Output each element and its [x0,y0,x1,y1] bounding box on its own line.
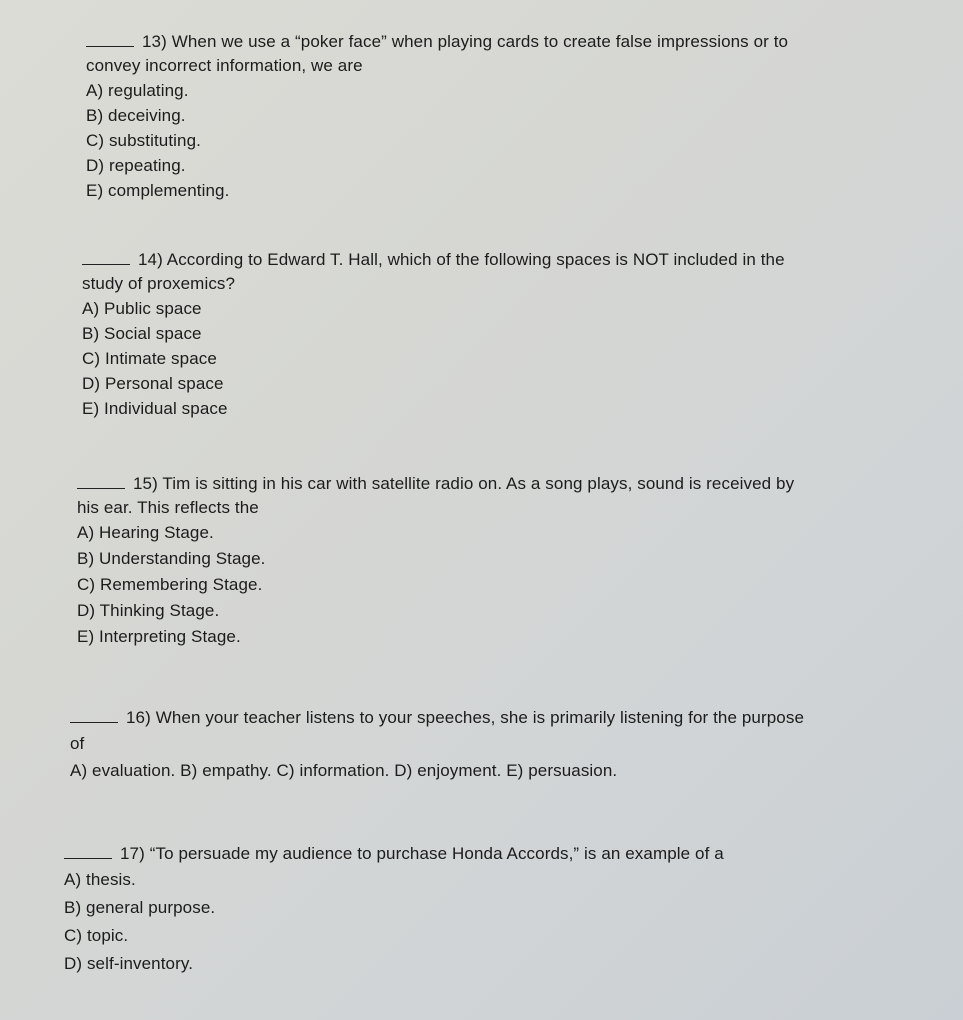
option-d: D) Thinking Stage. [77,601,220,620]
option-e: E) Individual space [82,399,228,418]
question-17-number: 17) [120,844,145,863]
question-16-text: When your teacher listens to your speeches, she is primarily listening for the purpose [155,708,805,727]
option-b: B) general purpose. [64,898,216,917]
option-b: B) deceiving. [86,106,186,125]
question-15-number: 15) [133,474,158,493]
answer-blank [77,473,125,489]
options-inline: A) evaluation. B) empathy. C) information. D) enjoyment. E) persuasion. [70,761,618,780]
option-b: B) Social space [82,324,202,343]
question-15 [77,472,794,650]
option-e: E) complementing. [86,181,230,200]
question-13-text: When we use a “poker face” when playing cards to create false impressions or to [171,32,789,51]
question-13-text-continued: convey incorrect information, we are [86,56,363,75]
option-d: D) Personal space [82,374,224,393]
option-e: E) Interpreting Stage. [77,627,241,646]
question-16-stem [70,706,804,730]
answer-blank [82,249,130,265]
option-d: D) repeating. [86,156,186,175]
option-c: C) Intimate space [82,349,217,368]
question-15-stem [77,472,794,496]
answer-blank [64,843,112,859]
question-14-stem [82,248,785,272]
option-d: D) self-inventory. [64,954,194,973]
option-a: A) regulating. [86,81,189,100]
question-16 [70,706,804,783]
option-c: C) substituting. [86,131,201,150]
option-c: C) Remembering Stage. [77,575,263,594]
option-a: A) Public space [82,299,202,318]
option-b: B) Understanding Stage. [77,549,266,568]
question-17-stem [64,842,724,866]
question-13-stem [86,30,788,54]
question-14-number: 14) [138,250,163,269]
question-15-text: Tim is sitting in his car with satellite radio on. As a song plays, sound is received by [162,474,795,493]
question-13 [86,30,788,203]
answer-blank [86,31,134,47]
option-a: A) thesis. [64,870,136,889]
question-16-number: 16) [126,708,151,727]
question-14-text: According to Edward T. Hall, which of the following spaces is NOT included in the [166,250,785,269]
question-14-text-continued: study of proxemics? [82,274,236,293]
question-16-text-continued: of [70,734,85,753]
question-13-number: 13) [142,32,167,51]
option-c: C) topic. [64,926,129,945]
answer-blank [70,707,118,723]
question-17-text: “To persuade my audience to purchase Honda Accords,” is an example of a [149,844,724,863]
option-a: A) Hearing Stage. [77,523,214,542]
question-14 [82,248,785,421]
question-15-text-continued: his ear. This reflects the [77,498,259,517]
question-17 [64,842,724,978]
